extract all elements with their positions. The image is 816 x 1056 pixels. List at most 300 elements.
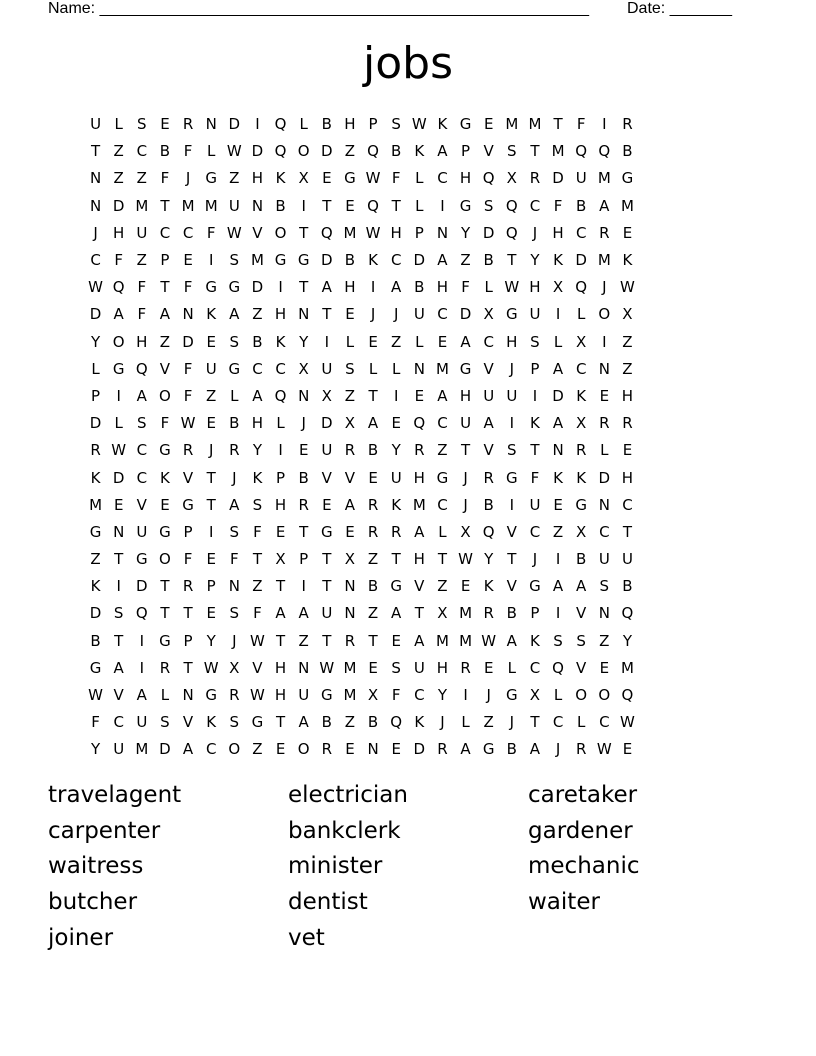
letter-grid bbox=[84, 111, 732, 764]
grid-letter: S bbox=[229, 332, 240, 351]
grid-letter: C bbox=[136, 468, 148, 487]
grid-row bbox=[84, 573, 732, 600]
grid-letter: O bbox=[575, 686, 588, 705]
grid-letter: D bbox=[459, 305, 472, 324]
grid-letter: M bbox=[250, 251, 264, 270]
grid-letter: R bbox=[483, 604, 494, 623]
grid-letter: M bbox=[135, 740, 149, 759]
grid-letter: T bbox=[622, 522, 633, 541]
grid-letter: G bbox=[89, 658, 102, 677]
grid-row bbox=[84, 546, 732, 573]
grid-letter: L bbox=[230, 386, 239, 405]
grid-letter: R bbox=[90, 441, 101, 460]
grid-letter: M bbox=[597, 251, 611, 270]
grid-letter: V bbox=[506, 522, 517, 541]
grid-letter: T bbox=[114, 550, 124, 569]
grid-letter: Z bbox=[252, 305, 263, 324]
grid-letter: M bbox=[435, 631, 449, 650]
grid-letter: O bbox=[297, 142, 310, 161]
grid-row bbox=[84, 628, 732, 655]
grid-letter: U bbox=[460, 414, 472, 433]
grid-letter: K bbox=[275, 332, 286, 351]
grid-letter: Z bbox=[252, 740, 263, 759]
grid-letter: N bbox=[552, 441, 564, 460]
grid-letter: F bbox=[183, 359, 193, 378]
grid-letter: J bbox=[440, 713, 445, 732]
grid-letter: H bbox=[413, 550, 425, 569]
grid-letter: D bbox=[321, 251, 333, 270]
grid-letter: Q bbox=[575, 142, 588, 161]
grid-letter: B bbox=[622, 142, 633, 161]
grid-letter: D bbox=[112, 468, 125, 487]
grid-letter: C bbox=[414, 686, 425, 705]
grid-letter: S bbox=[530, 332, 540, 351]
grid-letter: E bbox=[275, 522, 286, 541]
grid-letter: C bbox=[205, 740, 217, 759]
word-bank-item: carpenter bbox=[48, 817, 161, 844]
grid-letter: B bbox=[576, 550, 587, 569]
grid-letter: E bbox=[391, 414, 401, 433]
grid-letter: H bbox=[344, 278, 356, 297]
grid-letter: G bbox=[321, 522, 333, 541]
grid-letter: R bbox=[529, 169, 541, 188]
grid-letter: N bbox=[413, 359, 425, 378]
grid-letter: G bbox=[112, 359, 125, 378]
grid-letter: Y bbox=[622, 631, 633, 650]
grid-letter: N bbox=[298, 658, 310, 677]
grid-letter: Z bbox=[136, 169, 147, 188]
grid-letter: L bbox=[160, 686, 170, 705]
grid-letter: T bbox=[322, 305, 332, 324]
grid-letter: U bbox=[136, 713, 148, 732]
grid-letter: F bbox=[183, 278, 193, 297]
grid-letter: V bbox=[344, 468, 356, 487]
grid-letter: B bbox=[622, 577, 633, 596]
grid-letter: C bbox=[437, 169, 448, 188]
grid-letter: Q bbox=[135, 604, 148, 623]
grid-letter: T bbox=[160, 196, 170, 215]
grid-letter: A bbox=[414, 522, 425, 541]
grid-letter: A bbox=[182, 740, 194, 759]
grid-row bbox=[84, 682, 732, 709]
grid-letter: I bbox=[440, 196, 445, 215]
grid-letter: V bbox=[136, 495, 147, 514]
grid-letter: A bbox=[391, 278, 402, 297]
word-bank-row bbox=[48, 814, 788, 850]
grid-letter: T bbox=[206, 495, 216, 514]
grid-letter: Z bbox=[113, 142, 124, 161]
grid-letter: T bbox=[391, 196, 401, 215]
grid-letter: C bbox=[529, 196, 541, 215]
grid-letter: T bbox=[160, 604, 170, 623]
page-title: jobs bbox=[363, 38, 453, 89]
grid-letter: L bbox=[415, 332, 424, 351]
grid-letter: U bbox=[136, 522, 148, 541]
grid-letter: E bbox=[599, 658, 610, 677]
grid-letter: T bbox=[437, 550, 448, 569]
grid-letter: E bbox=[414, 386, 425, 405]
grid-letter: H bbox=[251, 169, 264, 188]
grid-letter: D bbox=[182, 332, 194, 351]
grid-letter: W bbox=[250, 686, 265, 705]
grid-letter: E bbox=[483, 115, 494, 134]
grid-letter: G bbox=[482, 740, 495, 759]
grid-letter: P bbox=[183, 631, 193, 650]
grid-letter: H bbox=[436, 278, 449, 297]
grid-letter: Y bbox=[90, 740, 101, 759]
grid-letter: K bbox=[483, 577, 494, 596]
grid-letter: I bbox=[301, 196, 306, 215]
word-bank-item: butcher bbox=[48, 889, 138, 916]
grid-letter: E bbox=[160, 495, 170, 514]
grid-letter: G bbox=[506, 686, 518, 705]
grid-letter: H bbox=[113, 223, 125, 242]
grid-letter: M bbox=[620, 196, 634, 215]
grid-letter: J bbox=[232, 631, 237, 650]
word-bank-item: mechanic bbox=[528, 853, 640, 880]
grid-letter: F bbox=[553, 196, 563, 215]
grid-letter: A bbox=[437, 251, 448, 270]
grid-letter: I bbox=[116, 386, 121, 405]
grid-letter: Z bbox=[367, 550, 379, 569]
grid-letter: Z bbox=[229, 169, 240, 188]
grid-letter: I bbox=[509, 495, 515, 514]
grid-letter: A bbox=[529, 740, 541, 759]
grid-letter: M bbox=[597, 169, 611, 188]
grid-letter: I bbox=[301, 577, 306, 596]
grid-letter: S bbox=[391, 658, 401, 677]
grid-letter: I bbox=[324, 332, 330, 351]
grid-letter: D bbox=[552, 169, 564, 188]
grid-letter: U bbox=[390, 468, 402, 487]
grid-letter: I bbox=[602, 115, 607, 134]
grid-letter: H bbox=[529, 278, 541, 297]
grid-letter: C bbox=[90, 251, 101, 270]
grid-letter: C bbox=[529, 658, 541, 677]
grid-letter: Z bbox=[344, 386, 356, 405]
grid-letter: K bbox=[530, 414, 540, 433]
grid-row bbox=[84, 356, 732, 383]
grid-letter: C bbox=[622, 495, 633, 514]
grid-letter: E bbox=[368, 468, 378, 487]
grid-letter: W bbox=[596, 740, 612, 759]
word-bank-item: gardener bbox=[528, 817, 633, 844]
grid-letter: N bbox=[598, 359, 610, 378]
grid-letter: W bbox=[226, 142, 242, 161]
grid-letter: T bbox=[299, 223, 309, 242]
grid-letter: X bbox=[552, 278, 564, 297]
grid-letter: U bbox=[529, 305, 541, 324]
grid-letter: R bbox=[229, 686, 240, 705]
grid-letter: E bbox=[368, 658, 378, 677]
grid-letter: R bbox=[483, 468, 494, 487]
grid-letter: Q bbox=[390, 713, 403, 732]
word-bank-item: minister bbox=[288, 853, 383, 880]
grid-letter: C bbox=[599, 522, 610, 541]
grid-letter: L bbox=[553, 332, 563, 351]
grid-letter: X bbox=[460, 522, 471, 541]
grid-letter: T bbox=[460, 441, 471, 460]
grid-letter: W bbox=[180, 414, 196, 433]
word-bank-item: caretaker bbox=[528, 782, 638, 809]
grid-letter: I bbox=[278, 441, 283, 460]
grid-letter: G bbox=[159, 441, 171, 460]
grid-letter: B bbox=[483, 251, 494, 270]
grid-letter: K bbox=[206, 713, 217, 732]
grid-letter: L bbox=[114, 115, 123, 134]
grid-letter: S bbox=[507, 142, 517, 161]
date-field bbox=[627, 0, 732, 21]
grid-letter: O bbox=[112, 332, 125, 351]
grid-letter: N bbox=[182, 686, 194, 705]
grid-letter: T bbox=[391, 550, 401, 569]
grid-letter: N bbox=[228, 577, 240, 596]
grid-letter: U bbox=[621, 550, 633, 569]
grid-letter: E bbox=[298, 441, 309, 460]
grid-letter: B bbox=[321, 713, 332, 732]
grid-letter: G bbox=[159, 631, 171, 650]
grid-letter: M bbox=[459, 631, 473, 650]
grid-letter: Q bbox=[598, 142, 611, 161]
grid-letter: J bbox=[463, 495, 468, 514]
grid-letter: V bbox=[506, 577, 517, 596]
grid-letter: K bbox=[252, 468, 263, 487]
grid-letter: V bbox=[483, 142, 494, 161]
grid-letter: I bbox=[555, 550, 561, 569]
grid-letter: T bbox=[275, 713, 286, 732]
grid-letter: U bbox=[90, 115, 102, 134]
grid-letter: W bbox=[365, 169, 381, 188]
grid-letter: H bbox=[621, 386, 634, 405]
grid-letter: G bbox=[182, 495, 194, 514]
grid-letter: T bbox=[114, 631, 124, 650]
grid-letter: A bbox=[414, 631, 425, 650]
grid-letter: A bbox=[229, 495, 240, 514]
grid-letter: K bbox=[576, 386, 587, 405]
grid-letter: F bbox=[91, 713, 100, 732]
grid-letter: D bbox=[251, 278, 264, 297]
grid-letter: U bbox=[506, 386, 518, 405]
grid-letter: V bbox=[576, 604, 587, 623]
grid-letter: Y bbox=[299, 332, 309, 351]
grid-letter: S bbox=[252, 495, 263, 514]
grid-letter: I bbox=[555, 305, 561, 324]
grid-letter: D bbox=[413, 740, 426, 759]
grid-letter: S bbox=[553, 631, 563, 650]
word-bank-item: electrician bbox=[288, 782, 408, 809]
grid-letter: J bbox=[93, 223, 98, 242]
grid-letter: A bbox=[437, 386, 448, 405]
grid-letter: U bbox=[113, 740, 125, 759]
grid-letter: L bbox=[415, 196, 424, 215]
grid-letter: C bbox=[136, 142, 148, 161]
grid-letter: L bbox=[299, 115, 308, 134]
grid-letter: M bbox=[505, 115, 519, 134]
grid-letter: R bbox=[298, 495, 309, 514]
grid-letter: R bbox=[182, 577, 194, 596]
grid-letter: W bbox=[620, 278, 635, 297]
grid-letter: Z bbox=[391, 332, 402, 351]
grid-letter: J bbox=[509, 359, 515, 378]
grid-letter: O bbox=[598, 305, 611, 324]
grid-letter: P bbox=[461, 142, 471, 161]
grid-letter: R bbox=[622, 115, 633, 134]
grid-letter: I bbox=[393, 386, 399, 405]
grid-letter: E bbox=[183, 251, 193, 270]
grid-letter: L bbox=[368, 359, 378, 378]
grid-letter: V bbox=[182, 468, 194, 487]
grid-letter: X bbox=[506, 169, 517, 188]
grid-letter: L bbox=[507, 658, 516, 677]
grid-letter: E bbox=[599, 386, 610, 405]
grid-letter: A bbox=[506, 631, 517, 650]
grid-letter: I bbox=[602, 332, 607, 351]
grid-letter: D bbox=[159, 740, 171, 759]
grid-letter: D bbox=[575, 251, 587, 270]
grid-letter: Z bbox=[252, 577, 263, 596]
grid-letter: A bbox=[321, 278, 332, 297]
grid-row bbox=[84, 410, 732, 437]
grid-letter: X bbox=[275, 550, 286, 569]
grid-letter: Q bbox=[367, 142, 379, 161]
grid-letter: G bbox=[136, 550, 148, 569]
grid-letter: R bbox=[599, 223, 610, 242]
grid-letter: H bbox=[459, 169, 472, 188]
grid-letter: C bbox=[599, 713, 610, 732]
grid-letter: R bbox=[344, 631, 356, 650]
grid-letter: A bbox=[275, 604, 286, 623]
grid-letter: B bbox=[229, 414, 240, 433]
grid-letter: A bbox=[136, 386, 147, 405]
grid-letter: J bbox=[370, 305, 376, 324]
grid-letter: R bbox=[622, 414, 633, 433]
grid-letter: W bbox=[458, 550, 473, 569]
grid-letter: J bbox=[555, 740, 561, 759]
grid-letter: T bbox=[299, 278, 309, 297]
grid-letter: K bbox=[368, 251, 378, 270]
grid-letter: Z bbox=[622, 332, 633, 351]
grid-letter: S bbox=[507, 441, 517, 460]
grid-row bbox=[84, 301, 732, 328]
grid-letter: F bbox=[137, 278, 147, 297]
grid-letter: Z bbox=[437, 577, 448, 596]
grid-letter: R bbox=[321, 740, 333, 759]
grid-letter: M bbox=[343, 223, 357, 242]
grid-letter: V bbox=[483, 359, 494, 378]
grid-letter: G bbox=[228, 278, 241, 297]
grid-letter: G bbox=[321, 686, 333, 705]
grid-letter: Q bbox=[505, 223, 518, 242]
grid-letter: T bbox=[275, 577, 286, 596]
grid-letter: C bbox=[575, 223, 587, 242]
grid-letter: B bbox=[298, 468, 309, 487]
grid-letter: A bbox=[552, 577, 564, 596]
grid-letter: Q bbox=[413, 414, 426, 433]
grid-letter: I bbox=[255, 115, 260, 134]
grid-letter: E bbox=[622, 223, 633, 242]
grid-letter: I bbox=[370, 278, 376, 297]
grid-letter: B bbox=[367, 577, 379, 596]
grid-letter: A bbox=[367, 414, 379, 433]
grid-letter: Q bbox=[482, 169, 495, 188]
grid-letter: V bbox=[252, 658, 263, 677]
grid-letter: V bbox=[113, 686, 124, 705]
grid-letter: A bbox=[460, 740, 471, 759]
grid-letter: A bbox=[391, 604, 402, 623]
grid-letter: A bbox=[136, 686, 147, 705]
grid-letter: E bbox=[113, 495, 124, 514]
grid-letter: R bbox=[437, 740, 448, 759]
grid-letter: Z bbox=[437, 441, 448, 460]
grid-letter: U bbox=[205, 359, 217, 378]
grid-letter: Y bbox=[206, 631, 216, 650]
grid-letter: W bbox=[111, 441, 127, 460]
grid-letter: U bbox=[136, 223, 148, 242]
grid-letter: Q bbox=[505, 196, 518, 215]
grid-letter: F bbox=[206, 223, 216, 242]
grid-letter: P bbox=[530, 359, 540, 378]
grid-letter: Z bbox=[206, 386, 217, 405]
grid-letter: F bbox=[160, 414, 170, 433]
grid-letter: J bbox=[509, 713, 515, 732]
grid-letter: H bbox=[621, 468, 634, 487]
grid-letter: G bbox=[205, 278, 217, 297]
grid-letter: X bbox=[576, 414, 587, 433]
grid-letter: Z bbox=[90, 550, 101, 569]
grid-letter: K bbox=[553, 251, 563, 270]
grid-letter: Q bbox=[274, 386, 287, 405]
grid-letter: H bbox=[552, 223, 564, 242]
grid-letter: F bbox=[183, 386, 193, 405]
grid-letter: M bbox=[620, 658, 634, 677]
grid-letter: N bbox=[205, 115, 217, 134]
grid-letter: Z bbox=[599, 631, 610, 650]
grid-letter: Z bbox=[622, 359, 633, 378]
grid-letter: G bbox=[274, 251, 287, 270]
grid-letter: Y bbox=[460, 223, 471, 242]
grid-letter: I bbox=[555, 604, 561, 623]
grid-letter: V bbox=[483, 441, 494, 460]
grid-letter: R bbox=[159, 658, 171, 677]
grid-letter: F bbox=[183, 142, 193, 161]
grid-letter: C bbox=[182, 223, 194, 242]
grid-letter: M bbox=[551, 142, 565, 161]
grid-letter: K bbox=[576, 468, 587, 487]
word-bank-row bbox=[48, 885, 788, 921]
grid-letter: L bbox=[553, 686, 563, 705]
grid-letter: I bbox=[208, 522, 214, 541]
grid-letter: D bbox=[482, 223, 495, 242]
grid-letter: E bbox=[206, 332, 216, 351]
grid-letter: G bbox=[436, 468, 449, 487]
grid-letter: L bbox=[461, 713, 470, 732]
grid-letter: B bbox=[252, 332, 263, 351]
grid-letter: T bbox=[322, 577, 332, 596]
grid-letter: R bbox=[344, 441, 356, 460]
grid-letter: D bbox=[228, 115, 241, 134]
grid-row bbox=[84, 383, 732, 410]
grid-letter: K bbox=[622, 251, 633, 270]
grid-letter: B bbox=[483, 495, 494, 514]
grid-row bbox=[84, 655, 732, 682]
grid-letter: E bbox=[368, 332, 378, 351]
grid-letter: O bbox=[297, 740, 310, 759]
grid-letter: N bbox=[298, 305, 310, 324]
grid-row bbox=[84, 600, 732, 627]
grid-letter: Y bbox=[252, 441, 263, 460]
grid-letter: Q bbox=[621, 686, 634, 705]
grid-letter: D bbox=[552, 386, 564, 405]
